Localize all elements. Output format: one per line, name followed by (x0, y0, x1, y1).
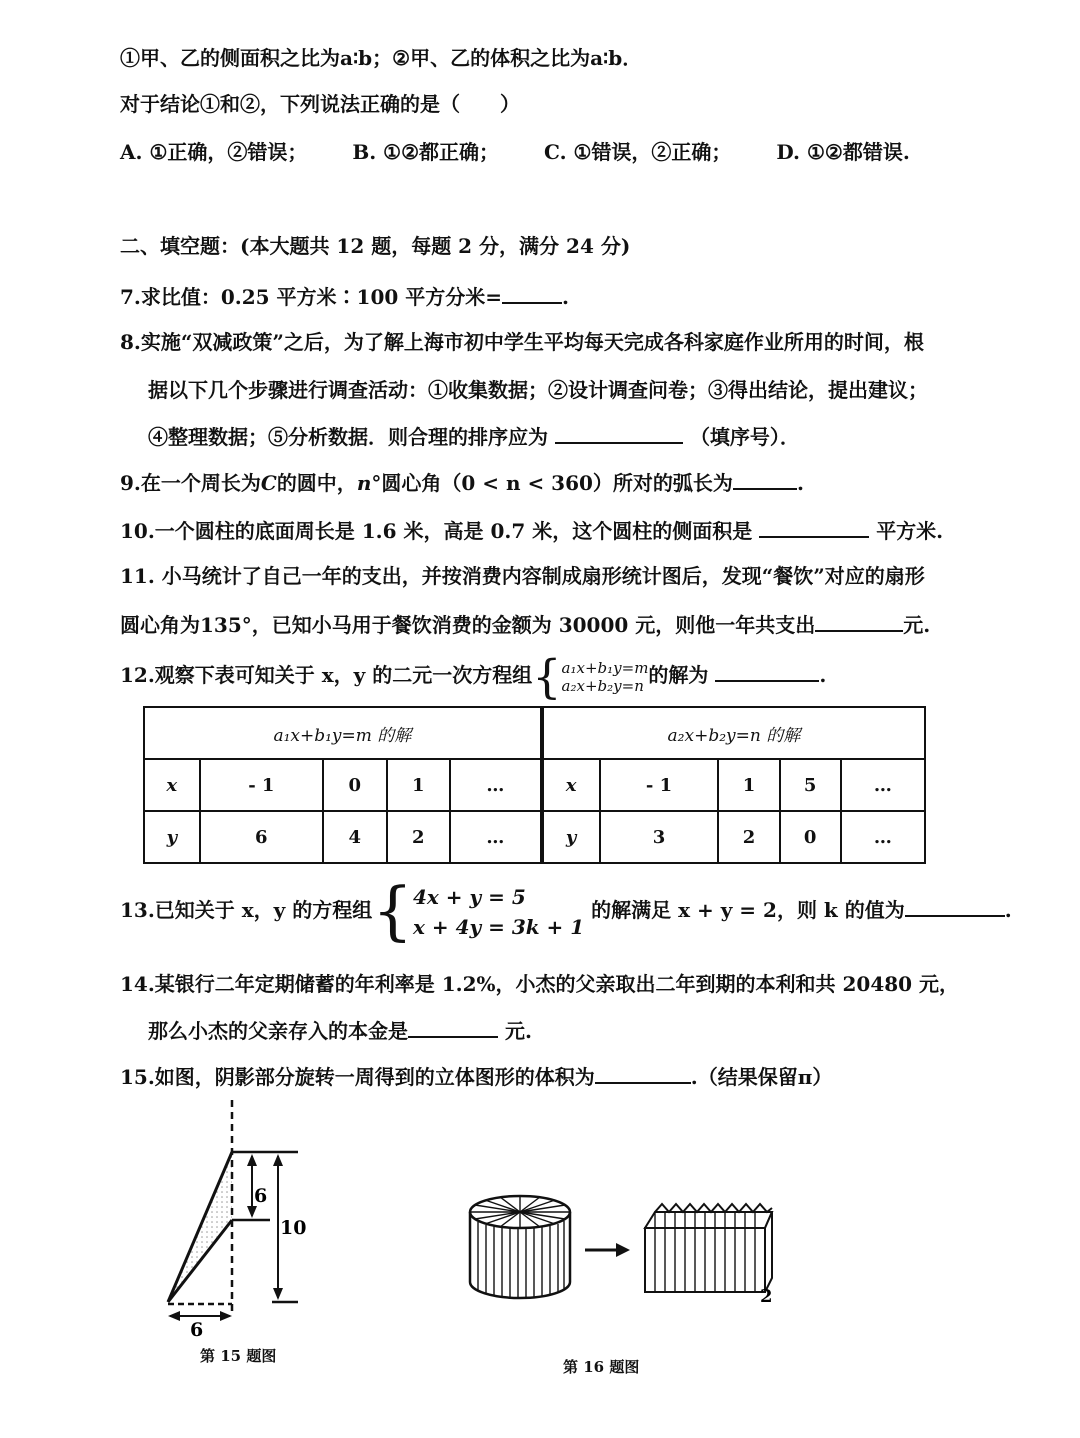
q13-brace: { (372, 874, 413, 949)
q13-system (413, 882, 584, 942)
table-row-y (144, 811, 925, 863)
q6-statements: ①甲、乙的侧面积之比为a∶b；②甲、乙的体积之比为a∶b． (120, 46, 643, 70)
table-cell: x (542, 759, 600, 811)
table-cell: … (450, 811, 542, 863)
arrow-right-icon (585, 1243, 630, 1257)
q10 (120, 516, 943, 545)
figure-16-caption: 第 16 题图 (563, 1358, 640, 1376)
table-cell: y (144, 811, 200, 863)
dim-10-arrowhead-top (273, 1154, 283, 1166)
q12-text: 12.观察下表可知关于 x，y 的二元一次方程组 (120, 663, 533, 687)
table-cell: y (542, 811, 600, 863)
q11-end: 元. (903, 613, 931, 637)
q15-text: 15.如图，阴影部分旋转一周得到的立体图形的体积为 (120, 1065, 595, 1089)
q13-answer-blank (905, 895, 1005, 917)
table-cell: x (144, 759, 200, 811)
q10-answer-blank (759, 516, 869, 538)
figure-15 (150, 1100, 350, 1340)
table-cell: 1 (718, 759, 779, 811)
q6-option-c: C. ①错误，②正确； (544, 140, 732, 164)
q11-line2 (120, 610, 930, 639)
q6-option-b: B. ①②都正确； (352, 140, 500, 164)
table-cell: 4 (323, 811, 386, 863)
figure-15-caption: 第 15 题图 (200, 1347, 277, 1365)
dim-10-arrowhead-bottom (273, 1288, 283, 1300)
q9 (120, 468, 804, 497)
q11-line1: 11. 小马统计了自己一年的支出，并按消费内容制成扇形统计图后，发现“餐饮”对应的扇形 (120, 564, 925, 588)
q6-prompt: 对于结论①和②，下列说法正确的是（ ） (120, 92, 520, 116)
q13-eq2: x + 4y = 3k + 1 (412, 914, 585, 939)
q14-line2-text: 那么小杰的父亲存入的本金是 (148, 1019, 408, 1043)
dim-6-arrowhead-top (247, 1154, 257, 1166)
dim-bottom-arrowhead-right (220, 1311, 232, 1321)
q8-line3 (148, 422, 800, 451)
figure-16 (460, 1190, 790, 1305)
table-cell: 5 (780, 759, 841, 811)
q9-n: n° (356, 471, 382, 495)
q13-eq1: 4x + y = 5 (412, 884, 526, 909)
rearranged-block (645, 1204, 772, 1292)
solution-table (143, 706, 926, 864)
q8-line2: 据以下几个步骤进行调查活动：①收集数据；②设计调查问卷；③得出结论，提出建议； (148, 378, 928, 402)
q9-text-b: 的圆中， (276, 471, 357, 495)
q11-line2-text: 圆心角为135°，已知小马用于餐饮消费的金额为 30000 元，则他一年共支出 (120, 613, 816, 637)
q7 (120, 282, 569, 311)
table-cell: 6 (200, 811, 323, 863)
q9-text-c: 圆心角（0 < n < 360）所对的弧长为 (381, 471, 733, 495)
table-cell: - 1 (200, 759, 323, 811)
table-cell: 0 (780, 811, 841, 863)
q7-text: 7.求比值：0.25 平方米∶100 平方分米= (120, 285, 503, 309)
table-header-row (144, 707, 925, 759)
table-cell: … (450, 759, 542, 811)
table-cell: - 1 (600, 759, 719, 811)
table-cell: … (841, 811, 925, 863)
q9-c: C (260, 471, 277, 495)
q8-line3-end: （填序号）． (689, 425, 800, 449)
q6-option-a: A. ①正确，②错误； (120, 140, 308, 164)
q13-text: 13.已知关于 x，y 的方程组 (120, 898, 373, 922)
q13-end: . (1004, 898, 1012, 922)
q13-text-mid: 的解满足 x + y = 2，则 k 的值为 (591, 898, 905, 922)
q9-end: . (796, 471, 804, 495)
q14-line1: 14.某银行二年定期储蓄的年利率是 1.2%，小杰的父亲取出二年到期的本利和共 20480 元， (120, 972, 960, 996)
label-10: 10 (280, 1217, 307, 1239)
table-cell: 2 (718, 811, 779, 863)
q14-end: 元. (504, 1019, 532, 1043)
q14-answer-blank (408, 1016, 498, 1038)
q9-text-a: 9.在一个周长为 (120, 471, 261, 495)
q15-answer-blank (595, 1062, 691, 1084)
table-cell: 3 (600, 811, 719, 863)
q12-end: . (819, 663, 827, 687)
q7-end: . (562, 285, 569, 309)
q10-end: 平方米. (876, 519, 944, 543)
table-left-header: a₁x+b₁y=m 的解 (144, 707, 542, 759)
q7-answer-blank (502, 282, 562, 304)
label-2: 2 (760, 1286, 773, 1305)
q6-option-d: D. ①②都错误. (776, 140, 910, 164)
q12 (120, 649, 827, 704)
table-right-header: a₂x+b₂y=n 的解 (542, 707, 925, 759)
q8-answer-blank (555, 422, 683, 444)
dim-6-arrowhead-bottom (247, 1206, 257, 1218)
q10-text: 10.一个圆柱的底面周长是 1.6 米，高是 0.7 米，这个圆柱的侧面积是 (120, 519, 753, 543)
section-heading: 二、填空题：(本大题共 12 题，每题 2 分，满分 24 分) (120, 234, 631, 258)
label-6-bottom: 6 (190, 1319, 204, 1340)
dim-bottom-arrowhead-left (168, 1311, 180, 1321)
q11-answer-blank (815, 610, 903, 632)
table-cell: … (841, 759, 925, 811)
q15 (120, 1062, 832, 1091)
table-cell: 0 (323, 759, 386, 811)
q12-system (562, 659, 649, 695)
q12-eq2: a₂x+b₂y=n (561, 676, 644, 695)
q15-end: .（结果保留π） (690, 1065, 833, 1089)
q13 (120, 874, 1012, 949)
q12-eq1: a₁x+b₁y=m (561, 658, 649, 677)
q12-text-after: 的解为 (648, 663, 709, 687)
q8-line1: 8.实施“双减政策”之后，为了解上海市初中学生平均每天完成各科家庭作业所用的时间，根 (120, 330, 924, 354)
q12-brace: { (532, 649, 562, 704)
q9-answer-blank (733, 468, 797, 490)
table-cell: 2 (387, 811, 450, 863)
q14-line2 (148, 1016, 532, 1045)
table-row-x (144, 759, 925, 811)
label-6-top: 6 (254, 1185, 268, 1207)
cylinder (470, 1196, 570, 1298)
q12-answer-blank (715, 660, 819, 682)
q8-line3-text: ④整理数据；⑤分析数据．则合理的排序应为 (148, 425, 548, 449)
q6-options (120, 138, 948, 166)
table-cell: 1 (387, 759, 450, 811)
